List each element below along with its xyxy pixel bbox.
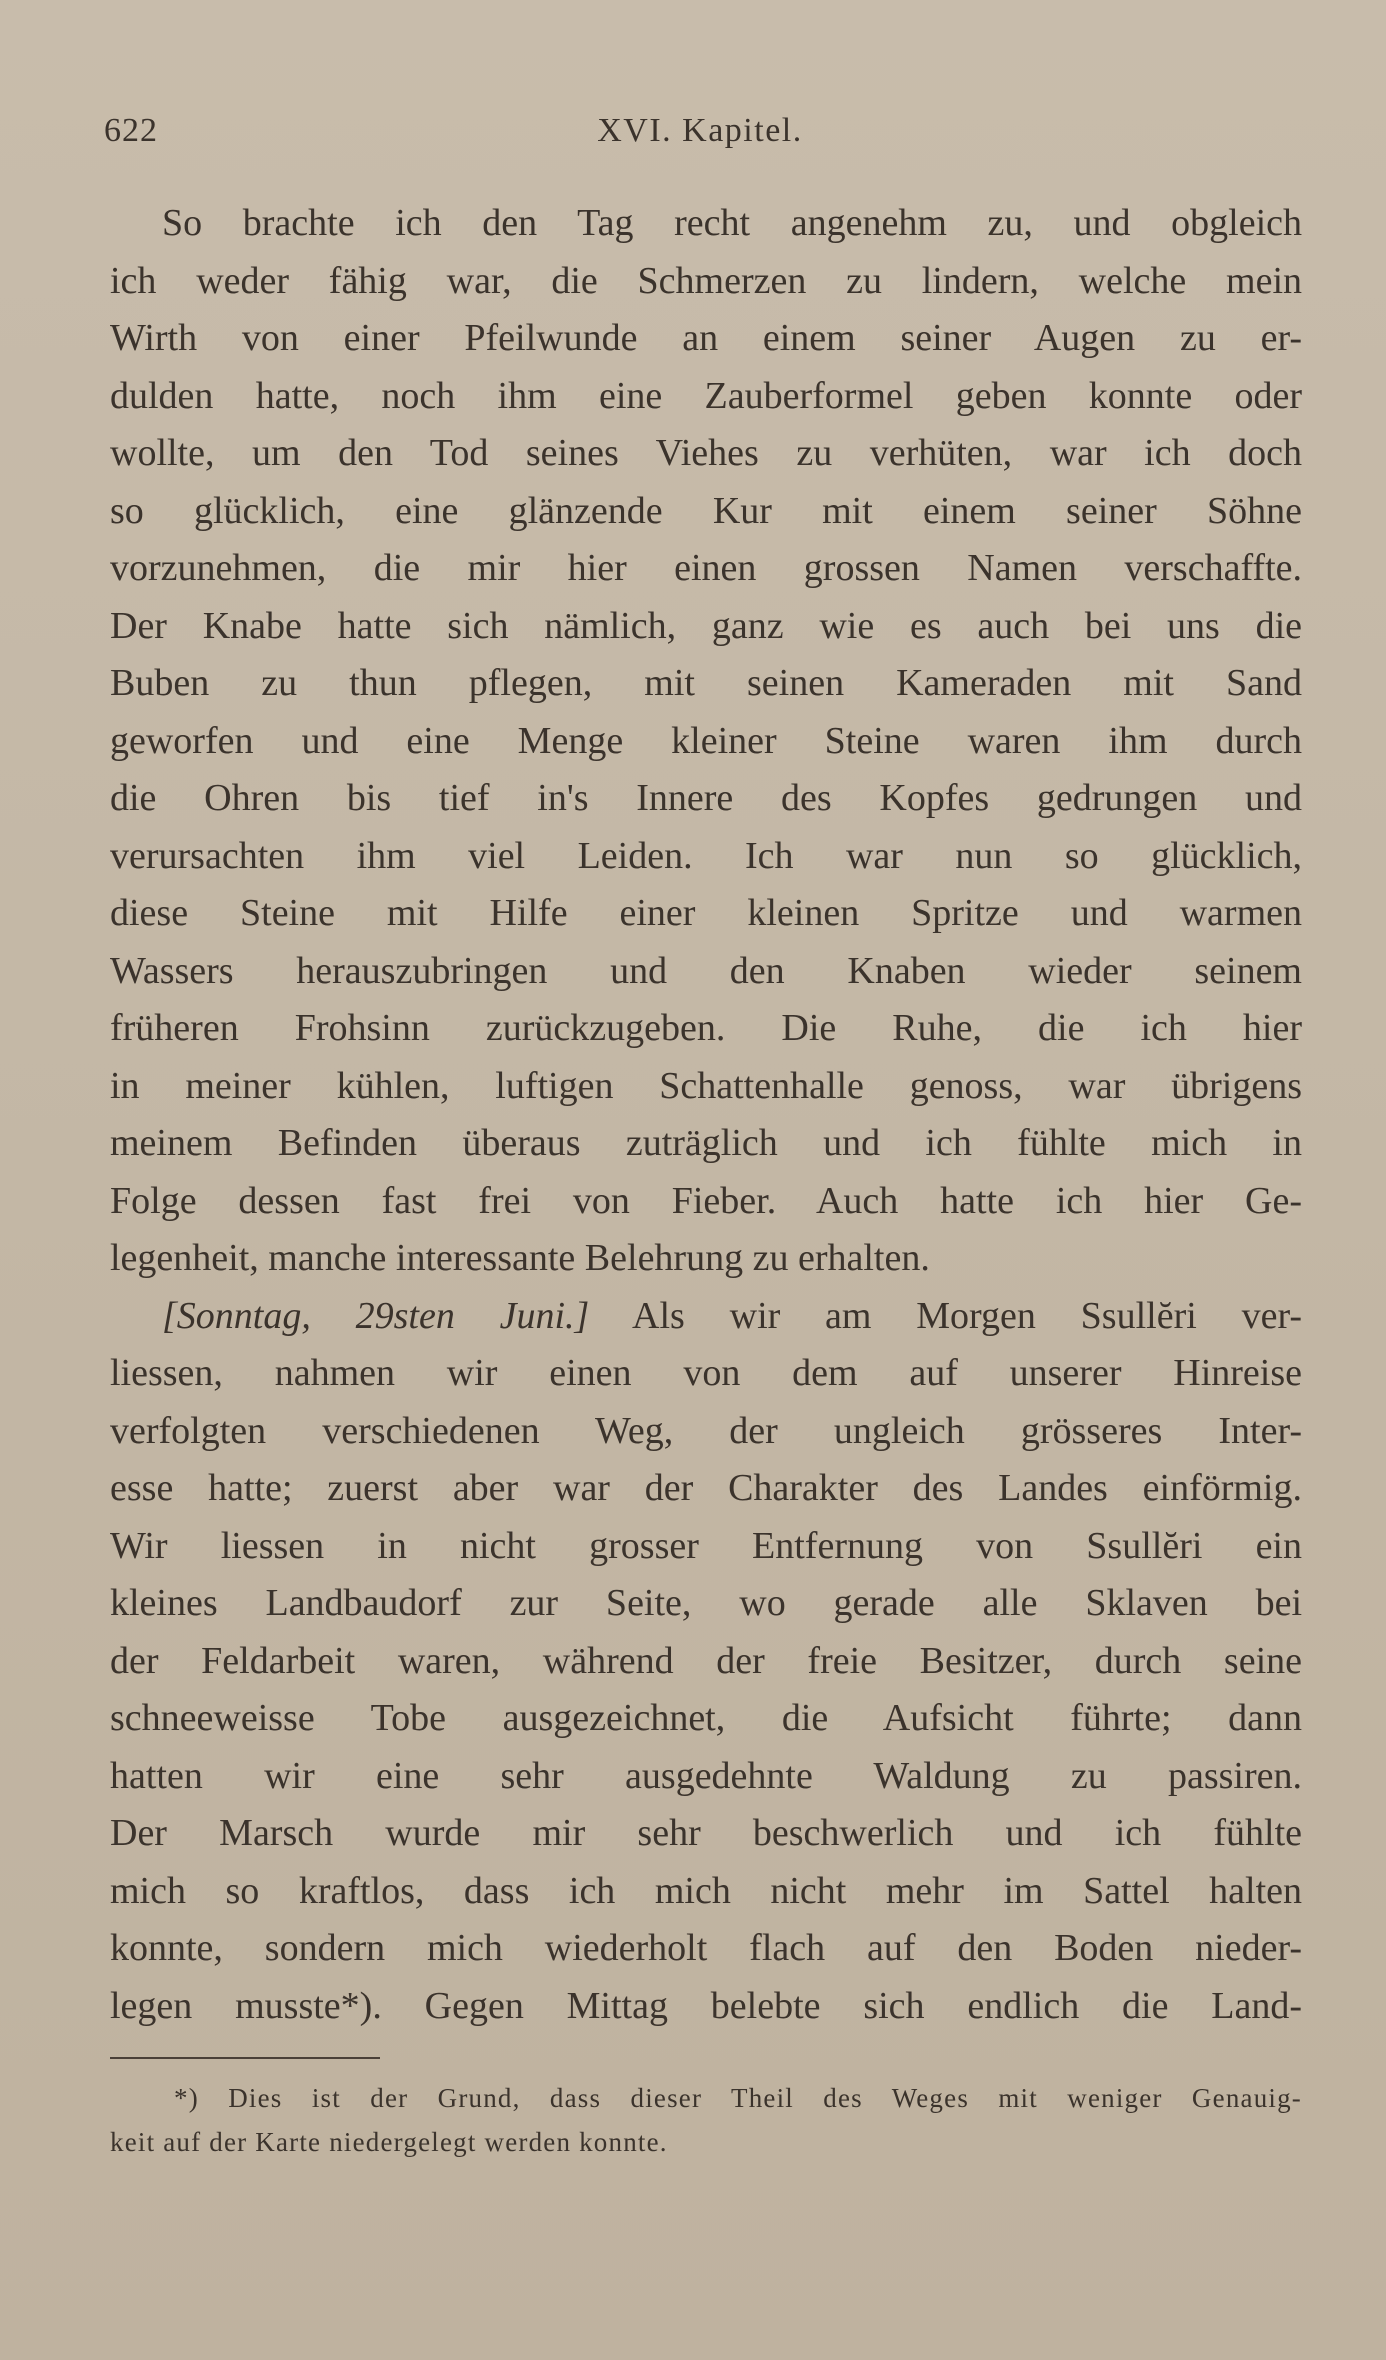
page-number: 622 (104, 112, 158, 149)
text-line: kleines Landbaudorf zur Seite, wo gerade alle Sklaven bei (110, 1582, 1302, 1624)
text-line: liessen, nahmen wir einen von dem auf unserer Hinreise (110, 1352, 1302, 1394)
text-line: ich weder fähig war, die Schmerzen zu lindern, welche mein (110, 259, 1302, 302)
text-line: meinem Befinden überaus zuträglich und ich fühlte mich in (110, 1122, 1302, 1164)
text-line: der Feldarbeit waren, während der freie Besitzer, durch seine (110, 1639, 1302, 1682)
text-line: legen musste*). Gegen Mittag belebte sich endlich die Land- (110, 1984, 1302, 2027)
text-line: Der Knabe hatte sich nämlich, ganz wie es auch bei uns die (110, 604, 1302, 647)
body-text (110, 195, 1302, 2035)
text-line: Wirth von einer Pfeilwunde an einem seiner Augen zu er- (110, 317, 1302, 359)
text-line: So brachte ich den Tag recht angenehm zu, und obgleich (162, 202, 1302, 244)
text-line: konnte, sondern mich wiederholt flach auf den Boden nieder- (110, 1927, 1302, 1969)
footnote (110, 2076, 1302, 2164)
text-line: mich so kraftlos, dass ich mich nicht mehr im Sattel halten (110, 1869, 1302, 1912)
text-line: Buben zu thun pflegen, mit seinen Kameraden mit Sand (110, 662, 1302, 704)
text-line: diese Steine mit Hilfe einer kleinen Spritze und warmen (110, 892, 1302, 934)
text-line: Als wir am Morgen Ssullĕri ver- (632, 1294, 1302, 1337)
footnote-line: *) Dies ist der Grund, dass dieser Theil des Weges mit weniger Genauig- (174, 2083, 1302, 2113)
dated-paragraph-line (110, 1288, 1302, 1346)
text-line: wollte, um den Tod seines Viehes zu verhüten, war ich doch (110, 432, 1302, 474)
text-line: dulden hatte, noch ihm eine Zauberformel geben konnte oder (110, 374, 1302, 417)
text-line: Wir liessen in nicht grosser Entfernung von Ssullĕri ein (110, 1524, 1302, 1567)
chapter-title: XVI. Kapitel. (597, 112, 803, 149)
text-line: die Ohren bis tief in's Innere des Kopfes gedrungen und (110, 777, 1302, 819)
text-line: geworfen und eine Menge kleiner Steine waren ihm durch (110, 719, 1302, 762)
footnote-divider (110, 2057, 380, 2059)
text-line: verfolgten verschiedenen Weg, der ungleich grösseres Inter- (110, 1409, 1302, 1452)
text-line: verursachten ihm viel Leiden. Ich war nun so glücklich, (110, 834, 1302, 877)
text-line: Folge dessen fast frei von Fieber. Auch hatte ich hier Ge- (110, 1179, 1302, 1222)
text-line: vorzunehmen, die mir hier einen grossen Namen verschaffte. (110, 547, 1302, 589)
text-line: in meiner kühlen, luftigen Schattenhalle genoss, war übrigens (110, 1064, 1302, 1107)
footnote-line: keit auf der Karte niedergelegt werden konnte. (110, 2127, 668, 2157)
text-line: hatten wir eine sehr ausgedehnte Waldung zu passiren. (110, 1754, 1302, 1797)
running-head (104, 112, 1296, 160)
text-line: früheren Frohsinn zurückzugeben. Die Ruhe, die ich hier (110, 1007, 1302, 1049)
text-line: Der Marsch wurde mir sehr beschwerlich und ich fühlte (110, 1812, 1302, 1854)
text-line: Wassers herauszubringen und den Knaben wieder seinem (110, 949, 1302, 992)
text-line: esse hatte; zuerst aber war der Charakter des Landes einförmig. (110, 1467, 1302, 1509)
text-line: so glücklich, eine glänzende Kur mit einem seiner Söhne (110, 489, 1302, 532)
date-heading: [Sonntag, 29sten Juni.] (162, 1294, 590, 1337)
text-line: legenheit, manche interessante Belehrung zu erhalten. (110, 1237, 930, 1279)
text-line: schneeweisse Tobe ausgezeichnet, die Aufsicht führte; dann (110, 1697, 1302, 1739)
